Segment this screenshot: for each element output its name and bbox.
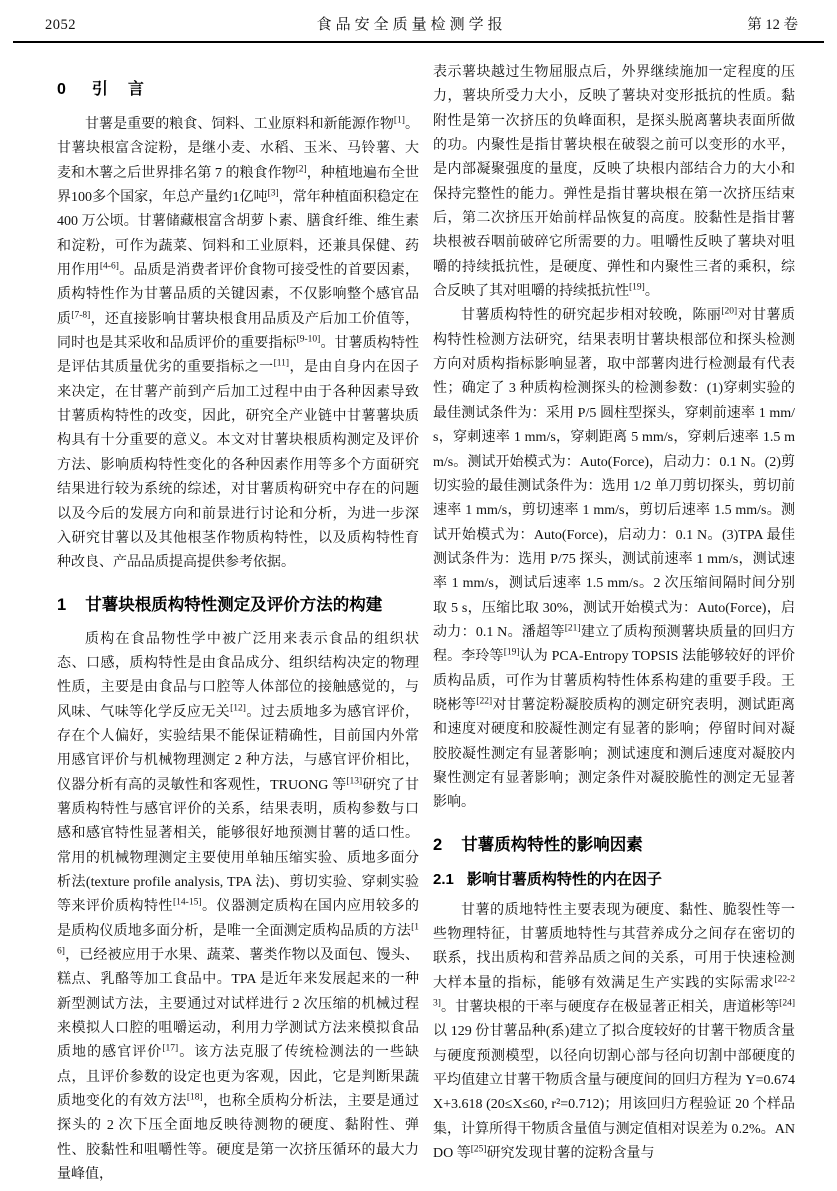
column-right bbox=[433, 61, 795, 1187]
section-number: 0 bbox=[57, 81, 66, 98]
section-1-paragraph-2: 甘薯质构特性的研究起步相对较晚，陈丽[20]对甘薯质构特性检测方法研究，结果表明甘薯块根部位和探头检测方向对质构指标影响显著，取中部薯肉进行检测最有代表性；确定了 3 种质构检测探头的检测参数：(1)穿刺实验的最佳测试条件为：采用 P/5 圆柱型探头，穿刺前速率 1 mm/s，穿刺速率 1 mm/s，穿刺距离 5 mm/s，穿刺后速率 1.5 mm/s。测试开始模式为：Auto(Force)，启动力：0.1 N。(2)剪切实验的最佳测试条件为：选用 1/2 单刀剪切探头，剪切前速率 1 mm/s，剪切速率 1 mm/s，剪切后速率 1.5 mm/s。测试开始模式为：Auto(Force)，启动力：0.1 N。(3)TPA 最佳测试条件为：选用 P/75 探头，测试前速率 1 mm/s，测试速率 1 mm/s，测试后速率 1.5 mm/s。2 次压缩间隔时间分别取 5 s，压缩比取 30%，测试开始模式为：Auto(Force)，启动力：0.1 N。潘超等[21]建立了质构预测薯块质量的回归方程。李玲等[19]认为 PCA-Entropy TOPSIS 法能够较好的评价质构品质，可作为甘薯质构特性体系构建的重要手段。王晓彬等[22]对甘薯淀粉凝胶质构的测定研究表明，测试距离和速度对硬度和胶凝性测定有显著的影响；停留时间对凝胶胶凝性测定有显著影响；测试速度和测后速度对凝胶内聚性测定有显著影响；测定条件对凝胶脆性的测定无显著影响。 bbox=[433, 306, 796, 811]
section-number: 2 bbox=[433, 835, 443, 854]
section-1-heading bbox=[57, 591, 419, 615]
section-2-1-heading bbox=[433, 868, 795, 889]
volume-label: 第 12 卷 bbox=[747, 17, 798, 33]
two-column-body bbox=[0, 43, 837, 1187]
column-left bbox=[57, 61, 419, 1187]
section-2-heading bbox=[433, 831, 795, 855]
page-header bbox=[13, 0, 824, 43]
journal-title: 食品安全质量检测学报 bbox=[316, 17, 507, 33]
page-number: 2052 bbox=[45, 17, 76, 33]
intro-paragraph: 甘薯是重要的粮食、饲料、工业原料和新能源作物[1]。甘薯块根富含淀粉，是继小麦、水稻、玉米、马铃薯、大麦和木薯之后世界排名第 7 的粮食作物[2]，种植地遍布全世界100多个国家，年总产量约1亿吨[3]，常年种植面积稳定在 400 万公顷。甘薯储藏根富含胡萝卜素、膳食纤维、维生素和淀粉，可作为蔬菜、饲料和工业原料，还兼具保健、药用作用[4-6]。品质是消费者评价食物可接受性的首要因素，质构特性作为甘薯品质的关键因素，不仅影响整个感官品质[7-8]，还直接影响甘薯块根食用品质及产后加工价值等，同时也是其采收和品质评价的重要指标[9-10]。甘薯质构特性是评估其质量优劣的重要指标之一[11]，是由自身内在因子来决定，在甘薯产前到产后加工过程中由于各种因素导致甘薯质构特性的改变，因此，研究全产业链中甘薯薯块质构具有十分重要的意义。本文对甘薯块根质构测定及评价方法、影响质构特性变化的各种因素作用等多个方面研究结果进行较为系统的综述，对甘薯质构研究中存在的问题以及今后的发展方向和前景进行讨论和分析，为进一步深入研究甘薯以及其他根茎作物质构特性，以及质构特性育种改良、产品品质提高提供参考依据。 bbox=[57, 115, 420, 571]
section-title: 甘薯质构特性的影响因素 bbox=[461, 835, 643, 854]
continuation-paragraph: 表示薯块越过生物屈服点后，外界继续施加一定程度的压力，薯块所受力大小，反映了薯块对变形抵抗的性质。黏附性是第一次挤压的负峰面积，是探头脱离薯块表面所做的功。内聚性是指甘薯块根在破裂之前可以变形的水平，是内部凝聚强度的量度，反映了块根内部结合力的大小和保持完整性的能力。弹性是指甘薯块根在第一次挤压结束后，第二次挤压开始前样品恢复的高度。胶黏性是指甘薯块根被吞咽前破碎它所需要的力。咀嚼性反映了薯块对咀嚼的持续抵抗性，是硬度、弹性和内聚性三者的乘积，综合反映了其对咀嚼的持续抵抗性[19]。 bbox=[433, 65, 795, 300]
section-2-1-paragraph: 甘薯的质地特性主要表现为硬度、黏性、脆裂性等一些物理特征，甘薯质地特性与其营养成分之间存在密切的联系，找出质构和营养品质之间的关系，可用于快速检测大样本量的指标，能够有效满足生产实践的实际需求[22-23]。甘薯块根的干率与硬度存在极显著正相关，唐道彬等[24]以 129 份甘薯品种(系)建立了拟合度较好的甘薯干物质含量与硬度预测模型，以径向切割心部与径向切割中部硬度的平均值建立甘薯干物质含量与硬度间的回归方程为 Y=0.674X+3.618 (20≤X≤60, r²=0.712)；用该回归方程验证 20 个样品集，计算所得干物质含量值与测定值相对误差为 0.2%。ANDO 等[25]研究发现甘薯的淀粉含量与 bbox=[433, 902, 795, 1162]
section-title: 引 言 bbox=[91, 81, 146, 98]
section-title: 甘薯块根质构特性测定及评价方法的构建 bbox=[85, 595, 383, 614]
section-1-paragraph: 质构在食品物性学中被广泛用来表示食品的组织状态、口感，质构特性是由食品成分、组织结构决定的物理性质，主要是由食品与口腔等人体部位的接触感觉的，与风味、气味等化学反应无关[12]。过去质地多为感官评价，存在个人偏好，实验结果不能保证精确性，目前国内外常用感官评价与机械物理测定 2 种方法，与感官评价相比，仪器分析有高的灵敏性和客观性，TRUONG 等[13]研究了甘薯质构特性与感官评价的关系，结果表明，质构参数与口感和感官特性显著相关，能够很好地预测甘薯的适口性。常用的机械物理测定主要使用单轴压缩实验、质地多面分析法(texture profile analysis, TPA 法)、剪切实验、穿刺实验等来评价质构特性[14-15]。仪器测定质构在国内应用较多的是质构仪质地多面分析，是唯一全面测定质构品质的方法[16]，已经被应用于水果、蔬菜、薯类作物以及面包、馒头、糕点、乳酪等加工食品中。TPA 是近年来发展起来的一种新型测试方法，主要通过对试样进行 2 次压缩的机械过程来模拟人口腔的咀嚼运动，利用力学测试方法来模拟食品质地的感官评价[17]。该方法克服了传统检测法的一些缺点，且评价参数的设定也更为客观，因此，它是判断果蔬质地变化的有效方法[18]，也称全质构分析法，主要是通过探头的 2 次下压全面地反映待测物的硬度、黏附性、弹性、胶黏性和咀嚼性等。硬度是第一次挤压循环的最大力量峰值， bbox=[57, 631, 420, 1183]
section-title: 影响甘薯质构特性的内在因子 bbox=[466, 870, 662, 888]
section-number: 1 bbox=[57, 595, 67, 614]
section-0-heading bbox=[57, 76, 419, 99]
section-number: 2.1 bbox=[433, 870, 454, 888]
